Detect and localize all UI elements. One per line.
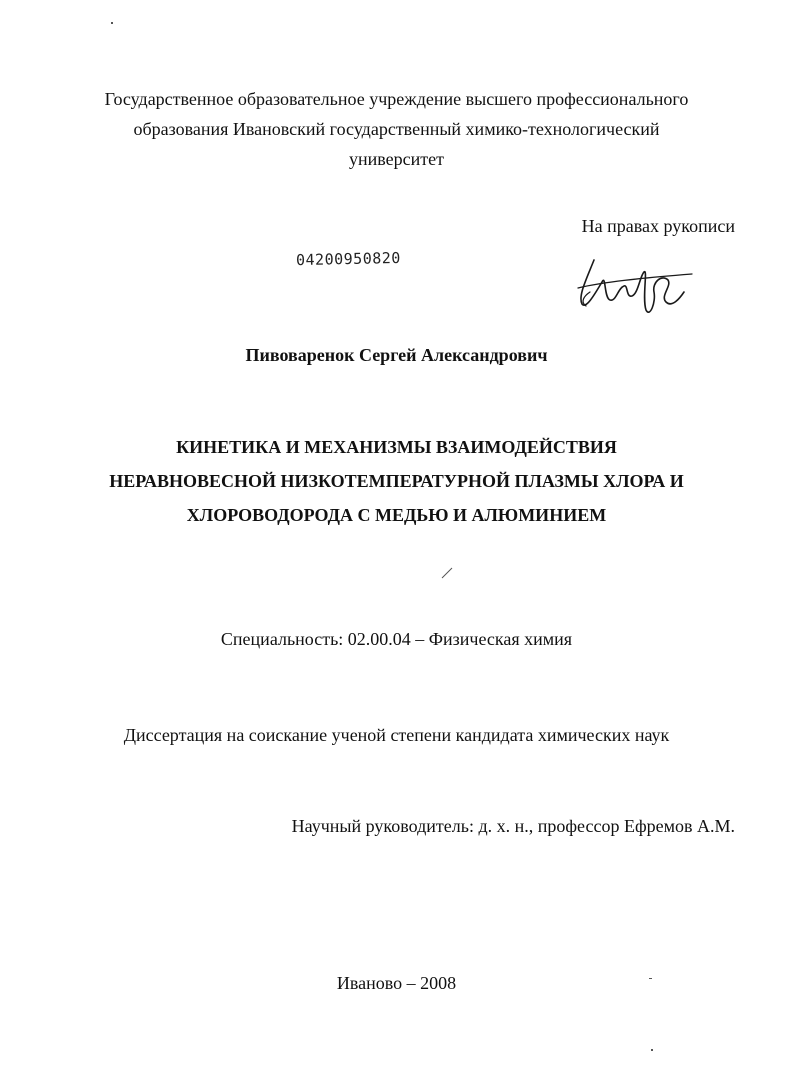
degree-statement: Диссертация на соискание ученой степени кандидата химических наук <box>123 725 670 745</box>
institution-block <box>0 84 793 174</box>
title-line-3: ХЛОРОВОДОРОДА С МЕДЬЮ И АЛЮМИНИЕМ <box>186 505 607 525</box>
title-line-1: КИНЕТИКА И МЕХАНИЗМЫ ВЗАИМОДЕЙСТВИЯ <box>176 437 617 457</box>
title-line-2: НЕРАВНОВЕСНОЙ НИЗКОТЕМПЕРАТУРНОЙ ПЛАЗМЫ ХЛОРА И <box>109 471 684 491</box>
institution-line-3: университет <box>349 149 444 169</box>
institution-line-1: Государственное образовательное учреждение высшего профессионального <box>104 89 689 109</box>
institution-line-2: образования Ивановский государственный химико-технологический <box>133 119 660 139</box>
city-year: Иваново – 2008 <box>336 973 457 993</box>
pen-stroke-mark <box>440 566 454 580</box>
inventory-number-stamp: 04200950820 <box>295 248 402 270</box>
supervisor: Научный руководитель: д. х. н., профессор Ефремов А.М. <box>291 816 735 836</box>
specialty: Специальность: 02.00.04 – Физическая химия <box>220 629 573 649</box>
scan-speck <box>111 22 113 24</box>
signature-image <box>572 252 702 324</box>
author-name: Пивоваренок Сергей Александрович <box>245 345 548 365</box>
scan-speck <box>649 978 652 979</box>
dissertation-title <box>0 430 793 532</box>
manuscript-note: На правах рукописи <box>581 216 735 236</box>
scan-speck <box>651 1049 653 1051</box>
